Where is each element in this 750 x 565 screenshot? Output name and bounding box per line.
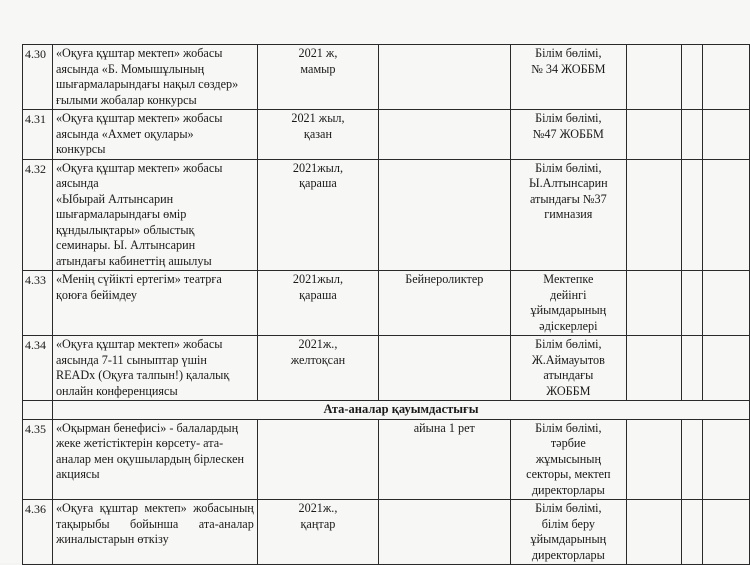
blank-cell bbox=[681, 110, 703, 160]
responsible-cell-line: №47 ЖОББМ bbox=[532, 126, 604, 141]
event-cell-line: «Оқырман бенефисі» - балалардың bbox=[55, 420, 239, 435]
responsible-cell-line: жұмысының bbox=[535, 451, 601, 466]
blank-cell bbox=[703, 336, 750, 401]
event-cell-line: «Оқуға құштар мектеп» жобасы bbox=[55, 111, 223, 125]
event-cell-line: құндылықтары» облыстық bbox=[55, 222, 195, 237]
blank-cell bbox=[627, 271, 681, 336]
row-number: 4.36 bbox=[23, 500, 53, 565]
event-cell bbox=[52, 500, 257, 565]
form-cell: айына 1 рет bbox=[379, 419, 510, 500]
responsible-cell-line: гимназия bbox=[544, 207, 593, 221]
blank-cell bbox=[703, 271, 750, 336]
event-cell-line: семинары. Ы. Алтынсарин bbox=[55, 238, 196, 252]
date-cell-line: 2021ж., bbox=[298, 501, 338, 515]
date-cell bbox=[257, 110, 378, 160]
event-cell-line: «Ыбырай Алтынсарин bbox=[55, 191, 174, 206]
event-cell-line: аясында bbox=[55, 176, 99, 190]
responsible-cell-line: Білім бөлімі, bbox=[535, 46, 602, 60]
event-cell bbox=[52, 271, 257, 336]
row-number: 4.30 bbox=[23, 45, 53, 110]
event-cell-line: «Оқуға құштар мектеп» жобасы bbox=[55, 337, 223, 351]
date-cell-line: 2021жыл, bbox=[292, 272, 343, 286]
event-cell-line: аналар мен оқушылардың бірлескен bbox=[55, 451, 245, 466]
blank-cell bbox=[681, 45, 703, 110]
blank-cell bbox=[703, 419, 750, 500]
event-cell-line: аясында 7-11 сыныптар үшін bbox=[55, 352, 207, 367]
event-cell bbox=[52, 45, 257, 110]
responsible-cell-line: директорлары bbox=[531, 482, 605, 497]
responsible-cell-line: дейінгі bbox=[550, 287, 587, 302]
table-row bbox=[23, 336, 750, 401]
date-cell-line: мамыр bbox=[300, 61, 336, 76]
responsible-cell-line: атындағы bbox=[543, 368, 594, 382]
responsible-cell-line: Мектепке bbox=[543, 272, 594, 286]
blank-cell bbox=[681, 419, 703, 500]
event-cell-line: «Менің сүйікті ертегім» театрға bbox=[55, 272, 222, 286]
event-cell-line: ғылыми жобалар конкурсы bbox=[55, 92, 197, 107]
table-row bbox=[23, 500, 750, 565]
date-cell-line: қараша bbox=[299, 287, 337, 302]
event-cell-line: шығармаларындағы нақыл сөздер» bbox=[55, 77, 239, 91]
row-number: 4.32 bbox=[23, 159, 53, 271]
blank-cell bbox=[627, 419, 681, 500]
responsible-cell bbox=[510, 271, 627, 336]
event-cell bbox=[52, 159, 257, 271]
event-cell bbox=[52, 419, 257, 500]
responsible-cell-line: білім беру bbox=[541, 516, 595, 531]
responsible-cell-line: Ж.Аймауытов bbox=[531, 352, 605, 367]
blank-cell bbox=[681, 500, 703, 565]
blank-cell bbox=[627, 336, 681, 401]
date-cell-line: 2021 жыл, bbox=[291, 111, 345, 125]
responsible-cell bbox=[510, 45, 627, 110]
responsible-cell bbox=[510, 336, 627, 401]
responsible-cell-line: директорлары bbox=[531, 547, 605, 562]
blank-cell bbox=[627, 159, 681, 271]
responsible-cell-line: Білім бөлімі, bbox=[535, 420, 602, 435]
date-cell-line: 2021 ж, bbox=[298, 46, 338, 60]
blank-cell bbox=[681, 271, 703, 336]
plan-table bbox=[22, 44, 750, 565]
event-cell-line: тақырыбы бойынша ата-аналар bbox=[55, 516, 254, 531]
form-cell bbox=[379, 159, 510, 271]
form-cell bbox=[379, 500, 510, 565]
responsible-cell-line: секторы, мектеп bbox=[526, 467, 611, 481]
event-cell-line: аясында «Ахмет оқулары» bbox=[55, 126, 194, 141]
event-cell-line: «Оқуға құштар мектеп» жобасы bbox=[55, 160, 223, 175]
responsible-cell-line: Білім бөлімі, bbox=[535, 160, 602, 175]
responsible-cell-line: Ы.Алтынсарин bbox=[528, 176, 608, 190]
blank-cell bbox=[681, 159, 703, 271]
responsible-cell-line: Білім бөлімі, bbox=[535, 111, 602, 125]
date-cell bbox=[257, 336, 378, 401]
date-cell-line: қаңтар bbox=[300, 516, 336, 531]
form-cell bbox=[379, 45, 510, 110]
section-row bbox=[23, 401, 750, 420]
date-cell bbox=[257, 159, 378, 271]
date-cell bbox=[257, 500, 378, 565]
event-cell-line: қоюға бейімдеу bbox=[55, 287, 137, 302]
date-cell-line: 2021ж., bbox=[298, 337, 338, 351]
date-cell-line: 2021жыл, bbox=[292, 160, 343, 175]
event-cell-line: онлайн конференциясы bbox=[55, 383, 178, 398]
responsible-cell-line: Білім бөлімі, bbox=[535, 337, 602, 351]
table-row bbox=[23, 419, 750, 500]
date-cell-line: желтоқсан bbox=[290, 352, 346, 367]
event-cell-line: «Оқуға құштар мектеп» жобасы bbox=[55, 46, 223, 60]
responsible-cell-line: атындағы №37 bbox=[529, 191, 607, 206]
row-number: 4.35 bbox=[23, 419, 53, 500]
event-cell-line: аясында «Б. Момышұлының bbox=[55, 61, 205, 76]
responsible-cell-line: әдіскерлері bbox=[539, 318, 598, 333]
row-number: 4.31 bbox=[23, 110, 53, 160]
responsible-cell bbox=[510, 500, 627, 565]
blank-cell bbox=[703, 110, 750, 160]
date-cell bbox=[257, 271, 378, 336]
blank-cell bbox=[627, 500, 681, 565]
event-cell-line: READx (Оқуға талпын!) қалалық bbox=[55, 368, 230, 382]
event-cell-line: шығармаларындағы өмір bbox=[55, 207, 187, 221]
date-cell bbox=[257, 419, 378, 500]
event-cell-line: атындағы кабинеттің ашылуы bbox=[55, 253, 212, 268]
event-cell bbox=[52, 336, 257, 401]
responsible-cell bbox=[510, 159, 627, 271]
form-cell bbox=[379, 110, 510, 160]
form-cell bbox=[379, 336, 510, 401]
responsible-cell-line: № 34 ЖОББМ bbox=[531, 61, 606, 76]
event-cell-line: «Оқуға құштар мектеп» жобасының bbox=[55, 501, 254, 515]
responsible-cell-line: ұйымдарының bbox=[530, 303, 607, 317]
blank-cell bbox=[703, 500, 750, 565]
blank-cell bbox=[627, 45, 681, 110]
responsible-cell-line: тәрбие bbox=[550, 436, 586, 450]
responsible-cell-line: ЖОББМ bbox=[546, 383, 591, 398]
event-cell-line: жиналыстарын өткізу bbox=[55, 532, 169, 546]
responsible-cell bbox=[510, 110, 627, 160]
blank-cell bbox=[703, 45, 750, 110]
form-cell: Бейнероликтер bbox=[379, 271, 510, 336]
blank-cell bbox=[627, 110, 681, 160]
section-title: Ата-аналар қауымдастығы bbox=[52, 401, 749, 420]
table-row bbox=[23, 159, 750, 271]
event-cell bbox=[52, 110, 257, 160]
blank-cell bbox=[681, 336, 703, 401]
event-cell-line: акциясы bbox=[55, 467, 100, 481]
event-cell-line: жеке жетістіктерін көрсету- ата- bbox=[55, 436, 224, 450]
date-cell bbox=[257, 45, 378, 110]
table-row bbox=[23, 271, 750, 336]
date-cell-line: қараша bbox=[299, 176, 337, 190]
row-number: 4.33 bbox=[23, 271, 53, 336]
row-number: 4.34 bbox=[23, 336, 53, 401]
date-cell-line: қазан bbox=[303, 126, 332, 141]
table-row bbox=[23, 110, 750, 160]
table-row bbox=[23, 45, 750, 110]
event-cell-line: конкурсы bbox=[55, 142, 106, 156]
blank-cell bbox=[703, 159, 750, 271]
responsible-cell-line: ұйымдарының bbox=[530, 532, 607, 546]
responsible-cell-line: Білім бөлімі, bbox=[535, 501, 602, 515]
responsible-cell bbox=[510, 419, 627, 500]
